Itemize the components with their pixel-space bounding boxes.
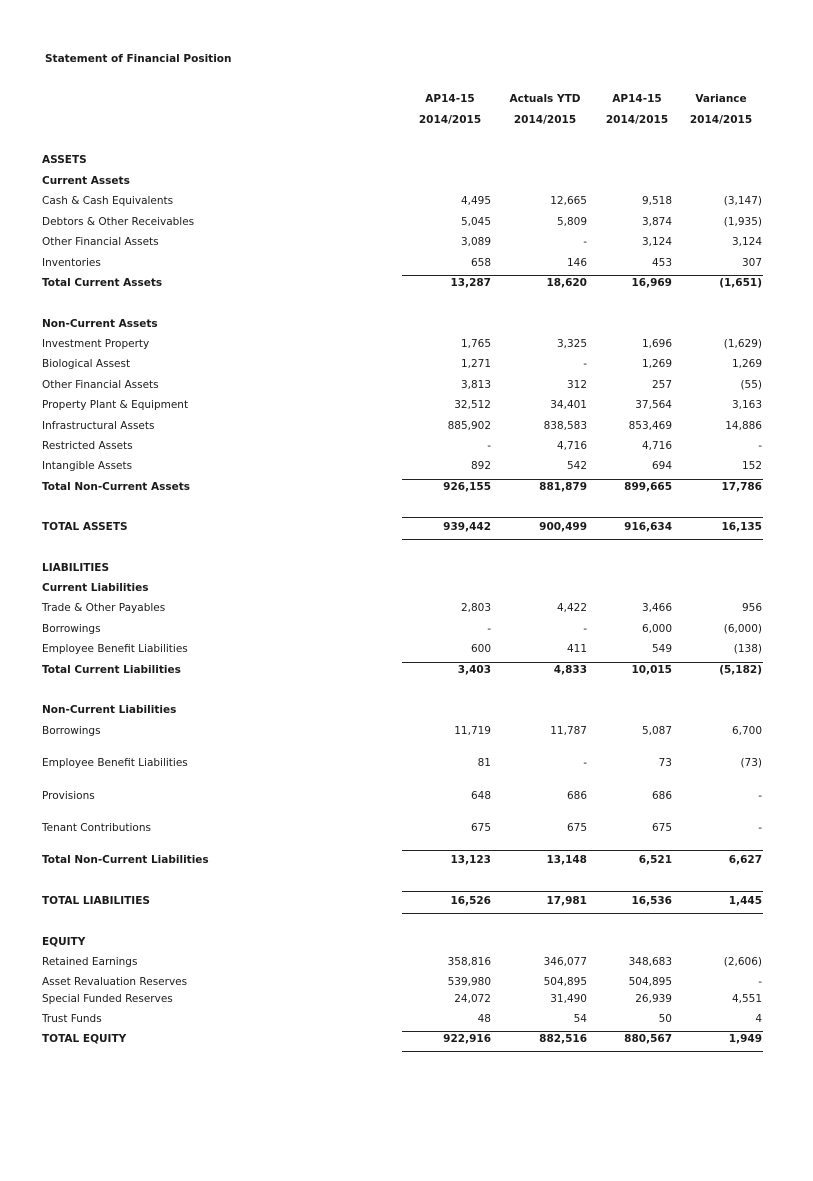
cell-col-2: 146 (566, 257, 587, 269)
row-label: Current Liabilities (42, 582, 149, 594)
cell-col-1: 3,813 (460, 379, 491, 391)
section-heading-row (0, 582, 813, 598)
cell-col-2: 346,077 (543, 956, 587, 968)
cell-col-2: - (583, 623, 587, 635)
cell-col-1: 658 (470, 257, 491, 269)
cell-col-1: 675 (470, 822, 491, 834)
row-label: Special Funded Reserves (42, 993, 173, 1005)
cell-col-2: 11,787 (550, 725, 587, 737)
cell-col-2: 12,665 (550, 195, 587, 207)
cell-col-4: 152 (741, 460, 762, 472)
row-label: Trade & Other Payables (42, 602, 166, 614)
row-label: Borrowings (42, 725, 101, 737)
cell-col-3: 899,665 (624, 481, 672, 493)
cell-col-3: 37,564 (635, 399, 672, 411)
cell-col-4: 6,700 (731, 725, 762, 737)
cell-col-2: 4,716 (556, 440, 587, 452)
cell-col-2: 54 (573, 1013, 587, 1025)
rule-line (402, 850, 763, 851)
cell-col-3: 694 (651, 460, 672, 472)
table-row (0, 420, 813, 436)
cell-col-2: 881,879 (539, 481, 587, 493)
column-header-ap2-line1: AP14-15 (612, 93, 662, 105)
rule-line (402, 913, 763, 914)
cell-col-3: 916,634 (624, 521, 672, 533)
cell-col-4: (3,147) (723, 195, 762, 207)
table-row (0, 993, 813, 1009)
cell-col-3: 1,696 (641, 338, 672, 350)
row-label: Inventories (42, 257, 101, 269)
row-label: LIABILITIES (42, 562, 110, 574)
rule-line (402, 517, 763, 518)
total-row (0, 854, 813, 870)
row-label: Debtors & Other Receivables (42, 216, 195, 228)
cell-col-3: 880,567 (624, 1033, 672, 1045)
cell-col-1: 648 (470, 790, 491, 802)
table-row (0, 379, 813, 395)
column-header-variance-line2: 2014/2015 (689, 114, 753, 126)
cell-col-1: 885,902 (447, 420, 491, 432)
cell-col-1: 2,803 (460, 602, 491, 614)
cell-col-2: 542 (566, 460, 587, 472)
row-label: Infrastructural Assets (42, 420, 155, 432)
total-row (0, 481, 813, 497)
cell-col-1: 81 (477, 757, 491, 769)
cell-col-2: - (583, 358, 587, 370)
table-row (0, 757, 813, 773)
cell-col-1: - (487, 440, 491, 452)
row-label: Total Non-Current Assets (42, 481, 190, 493)
cell-col-2: 900,499 (539, 521, 587, 533)
cell-col-4: (73) (740, 757, 762, 769)
cell-col-4: 3,163 (731, 399, 762, 411)
cell-col-2: 3,325 (556, 338, 587, 350)
total-row (0, 1033, 813, 1049)
cell-col-1: 539,980 (447, 976, 491, 988)
row-label: Other Financial Assets (42, 236, 159, 248)
cell-col-3: 257 (651, 379, 672, 391)
cell-col-2: 411 (566, 643, 587, 655)
cell-col-3: 1,269 (641, 358, 672, 370)
cell-col-4: - (758, 976, 762, 988)
page-title: Statement of Financial Position (45, 53, 232, 65)
cell-col-1: 32,512 (454, 399, 491, 411)
cell-col-4: 3,124 (731, 236, 762, 248)
cell-col-4: (138) (733, 643, 762, 655)
table-row (0, 643, 813, 659)
table-row (0, 623, 813, 639)
rule-line (402, 1051, 763, 1052)
table-row (0, 440, 813, 456)
cell-col-1: 358,816 (447, 956, 491, 968)
row-label: EQUITY (42, 936, 86, 948)
cell-col-4: (1,629) (723, 338, 762, 350)
total-row (0, 277, 813, 293)
table-row (0, 257, 813, 273)
cell-col-3: 675 (651, 822, 672, 834)
rule-line (402, 539, 763, 540)
column-header-ap-line2: 2014/2015 (418, 114, 482, 126)
section-heading-row (0, 318, 813, 334)
row-label: Total Current Liabilities (42, 664, 181, 676)
row-label: Non-Current Assets (42, 318, 158, 330)
row-label: Restricted Assets (42, 440, 133, 452)
table-row (0, 195, 813, 211)
column-header-variance-line1: Variance (695, 93, 747, 105)
row-label: Borrowings (42, 623, 101, 635)
total-row (0, 521, 813, 537)
row-label: TOTAL LIABILITIES (42, 895, 150, 907)
cell-col-1: - (487, 623, 491, 635)
cell-col-2: 312 (566, 379, 587, 391)
cell-col-3: 853,469 (628, 420, 672, 432)
table-row (0, 602, 813, 618)
row-label: TOTAL EQUITY (42, 1033, 127, 1045)
cell-col-1: 48 (477, 1013, 491, 1025)
cell-col-4: (5,182) (719, 664, 762, 676)
row-label: ASSETS (42, 154, 87, 166)
row-label: Total Non-Current Liabilities (42, 854, 209, 866)
table-row (0, 976, 813, 992)
cell-col-2: - (583, 757, 587, 769)
table-row (0, 358, 813, 374)
table-row (0, 236, 813, 252)
cell-col-1: 926,155 (443, 481, 491, 493)
table-row (0, 790, 813, 806)
column-header-actuals-line1: Actuals YTD (509, 93, 581, 105)
cell-col-3: 10,015 (631, 664, 672, 676)
cell-col-1: 3,089 (460, 236, 491, 248)
row-label: Biological Assest (42, 358, 131, 370)
column-header-ap-line1: AP14-15 (425, 93, 475, 105)
row-label: Property Plant & Equipment (42, 399, 189, 411)
cell-col-4: - (758, 790, 762, 802)
section-heading-row (0, 175, 813, 191)
cell-col-4: 6,627 (728, 854, 762, 866)
row-label: Total Current Assets (42, 277, 163, 289)
cell-col-1: 11,719 (454, 725, 491, 737)
table-row (0, 956, 813, 972)
cell-col-2: 675 (566, 822, 587, 834)
row-label: Trust Funds (42, 1013, 102, 1025)
cell-col-2: 5,809 (556, 216, 587, 228)
row-label: Cash & Cash Equivalents (42, 195, 174, 207)
cell-col-1: 600 (470, 643, 491, 655)
rule-line (402, 275, 763, 276)
cell-col-4: 1,445 (728, 895, 762, 907)
cell-col-4: 4 (755, 1013, 762, 1025)
row-label: Employee Benefit Liabilities (42, 643, 188, 655)
cell-col-4: (6,000) (723, 623, 762, 635)
cell-col-4: (55) (740, 379, 762, 391)
cell-col-4: (1,935) (723, 216, 762, 228)
cell-col-3: 16,536 (631, 895, 672, 907)
rule-line (402, 479, 763, 480)
cell-col-4: 307 (741, 257, 762, 269)
row-label: Intangible Assets (42, 460, 133, 472)
cell-col-1: 3,403 (457, 664, 491, 676)
cell-col-2: 4,833 (553, 664, 587, 676)
table-row (0, 399, 813, 415)
row-label: Investment Property (42, 338, 150, 350)
column-header-actuals-line2: 2014/2015 (513, 114, 577, 126)
row-label: Provisions (42, 790, 95, 802)
cell-col-1: 5,045 (460, 216, 491, 228)
cell-col-2: 882,516 (539, 1033, 587, 1045)
cell-col-1: 16,526 (450, 895, 491, 907)
rule-line (402, 891, 763, 892)
column-header-ap2-line2: 2014/2015 (605, 114, 669, 126)
cell-col-2: 18,620 (546, 277, 587, 289)
cell-col-3: 504,895 (628, 976, 672, 988)
cell-col-1: 13,287 (450, 277, 491, 289)
cell-col-1: 939,442 (443, 521, 491, 533)
cell-col-3: 6,000 (641, 623, 672, 635)
cell-col-2: 34,401 (550, 399, 587, 411)
cell-col-3: 26,939 (635, 993, 672, 1005)
total-row (0, 895, 813, 911)
rule-line (402, 1031, 763, 1032)
cell-col-2: 13,148 (546, 854, 587, 866)
row-label: Other Financial Assets (42, 379, 159, 391)
section-heading-row (0, 562, 813, 578)
cell-col-3: 549 (651, 643, 672, 655)
cell-col-3: 9,518 (641, 195, 672, 207)
cell-col-1: 4,495 (460, 195, 491, 207)
cell-col-2: 17,981 (546, 895, 587, 907)
cell-col-3: 73 (658, 757, 672, 769)
cell-col-4: 16,135 (721, 521, 762, 533)
table-row (0, 216, 813, 232)
table-row (0, 822, 813, 838)
table-row (0, 460, 813, 476)
table-row (0, 1013, 813, 1029)
cell-col-1: 1,765 (460, 338, 491, 350)
row-label: Asset Revaluation Reserves (42, 976, 188, 988)
cell-col-1: 13,123 (450, 854, 491, 866)
row-label: Current Assets (42, 175, 130, 187)
cell-col-3: 5,087 (641, 725, 672, 737)
table-row (0, 338, 813, 354)
cell-col-3: 50 (658, 1013, 672, 1025)
cell-col-3: 348,683 (628, 956, 672, 968)
cell-col-3: 453 (651, 257, 672, 269)
total-row (0, 664, 813, 680)
cell-col-4: (2,606) (723, 956, 762, 968)
cell-col-2: 686 (566, 790, 587, 802)
cell-col-1: 1,271 (460, 358, 491, 370)
cell-col-3: 3,874 (641, 216, 672, 228)
cell-col-2: 4,422 (556, 602, 587, 614)
row-label: Tenant Contributions (42, 822, 151, 834)
cell-col-4: 14,886 (725, 420, 762, 432)
cell-col-2: 31,490 (550, 993, 587, 1005)
cell-col-3: 3,124 (641, 236, 672, 248)
rule-line (402, 662, 763, 663)
cell-col-1: 892 (470, 460, 491, 472)
cell-col-4: 956 (741, 602, 762, 614)
cell-col-3: 686 (651, 790, 672, 802)
cell-col-2: - (583, 236, 587, 248)
section-heading-row (0, 704, 813, 720)
cell-col-4: 4,551 (731, 993, 762, 1005)
cell-col-3: 16,969 (631, 277, 672, 289)
cell-col-4: - (758, 440, 762, 452)
cell-col-2: 838,583 (543, 420, 587, 432)
cell-col-4: (1,651) (719, 277, 762, 289)
row-label: Non-Current Liabilities (42, 704, 177, 716)
cell-col-3: 6,521 (638, 854, 672, 866)
cell-col-1: 922,916 (443, 1033, 491, 1045)
cell-col-3: 4,716 (641, 440, 672, 452)
cell-col-4: 1,269 (731, 358, 762, 370)
cell-col-2: 504,895 (543, 976, 587, 988)
cell-col-4: 17,786 (721, 481, 762, 493)
row-label: Retained Earnings (42, 956, 138, 968)
table-row (0, 725, 813, 741)
section-heading-row (0, 154, 813, 170)
cell-col-3: 3,466 (641, 602, 672, 614)
section-heading-row (0, 936, 813, 952)
cell-col-4: 1,949 (728, 1033, 762, 1045)
cell-col-4: - (758, 822, 762, 834)
row-label: TOTAL ASSETS (42, 521, 128, 533)
cell-col-1: 24,072 (454, 993, 491, 1005)
row-label: Employee Benefit Liabilities (42, 757, 188, 769)
